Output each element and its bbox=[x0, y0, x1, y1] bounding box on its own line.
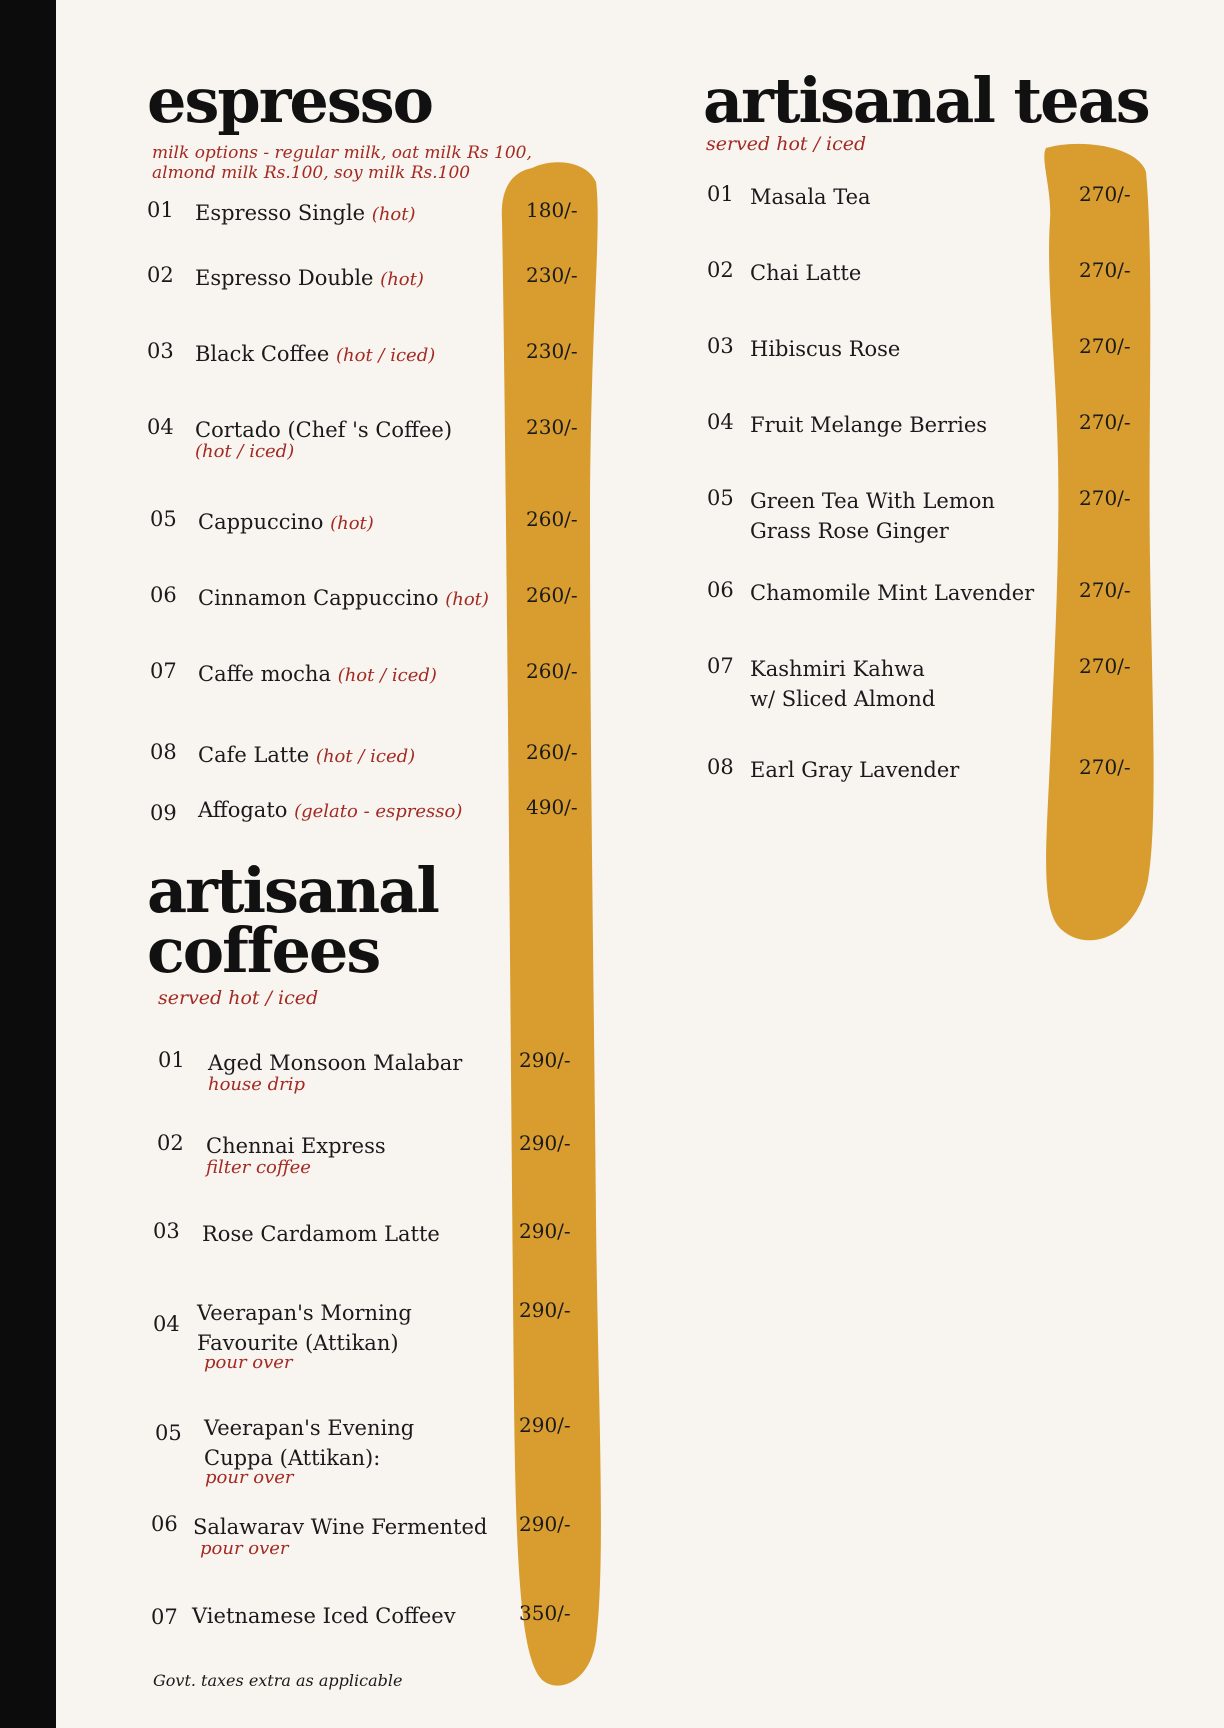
item-price: 260/- bbox=[526, 659, 578, 683]
item-number: 03 bbox=[147, 339, 174, 363]
item-number: 04 bbox=[707, 410, 734, 434]
item-number: 01 bbox=[707, 182, 734, 206]
item-serving-tag: (hot) bbox=[445, 589, 489, 610]
item-serving-tag: (hot / iced) bbox=[315, 746, 416, 767]
item-name bbox=[195, 198, 416, 230]
item-name-line2: Cuppa (Attikan): bbox=[204, 1446, 381, 1470]
item-serving-tag: (hot) bbox=[380, 269, 424, 290]
item-price: 260/- bbox=[526, 583, 578, 607]
item-name bbox=[750, 654, 925, 684]
item-number: 06 bbox=[151, 1512, 178, 1536]
item-number: 06 bbox=[707, 578, 734, 602]
item-name-text: Vietnamese Iced Coffeev bbox=[192, 1604, 456, 1628]
item-number: 02 bbox=[147, 263, 174, 287]
item-number: 06 bbox=[150, 583, 177, 607]
item-price: 260/- bbox=[526, 507, 578, 531]
artisanal-teas-heading: artisanal teas bbox=[703, 64, 1149, 137]
item-name bbox=[750, 486, 995, 516]
item-name-text: Chamomile Mint Lavender bbox=[750, 581, 1035, 605]
item-subtitle: (hot / iced) bbox=[195, 441, 295, 462]
item-price: 290/- bbox=[519, 1219, 571, 1243]
item-name-text: Hibiscus Rose bbox=[750, 337, 901, 361]
item-name-text: Veerapan's Morning bbox=[197, 1301, 412, 1325]
espresso-heading: espresso bbox=[147, 64, 432, 137]
milk-options-note-2: almond milk Rs.100, soy milk Rs.100 bbox=[152, 163, 471, 183]
item-price: 270/- bbox=[1079, 182, 1131, 206]
item-name-text: Chai Latte bbox=[750, 261, 862, 285]
item-serving-tag: (hot) bbox=[330, 513, 374, 534]
item-name bbox=[750, 755, 959, 785]
item-name-text: Salawarav Wine Fermented bbox=[193, 1515, 488, 1539]
tax-footnote: Govt. taxes extra as applicable bbox=[153, 1671, 403, 1690]
item-number: 08 bbox=[150, 740, 177, 764]
item-number: 07 bbox=[151, 1605, 178, 1629]
item-price: 270/- bbox=[1079, 258, 1131, 282]
item-name bbox=[202, 1219, 440, 1249]
item-number: 01 bbox=[158, 1048, 185, 1072]
item-name-text: Green Tea With Lemon bbox=[750, 489, 995, 513]
item-price: 290/- bbox=[519, 1131, 571, 1155]
item-name-text: Fruit Melange Berries bbox=[750, 413, 988, 437]
item-name-text: Black Coffee bbox=[195, 342, 330, 366]
item-name bbox=[198, 507, 374, 539]
item-price: 290/- bbox=[519, 1298, 571, 1322]
item-subtitle: pour over bbox=[200, 1538, 289, 1559]
item-name-line2: Favourite (Attikan) bbox=[197, 1331, 399, 1355]
item-subtitle: pour over bbox=[205, 1467, 294, 1488]
item-number: 07 bbox=[150, 659, 177, 683]
item-number: 05 bbox=[707, 486, 734, 510]
item-serving-tag: (hot) bbox=[371, 204, 416, 225]
item-number: 05 bbox=[150, 507, 177, 531]
item-name-text: Cinnamon Cappuccino bbox=[198, 586, 439, 610]
item-serving-tag: (gelato - espresso) bbox=[294, 801, 463, 822]
item-number: 03 bbox=[153, 1219, 180, 1243]
item-name bbox=[198, 740, 415, 772]
item-price: 180/- bbox=[526, 198, 578, 222]
item-name-text: Espresso Single bbox=[195, 201, 366, 225]
item-name bbox=[195, 263, 424, 295]
item-name-text: Cortado (Chef 's Coffee) bbox=[195, 418, 453, 442]
item-price: 270/- bbox=[1079, 654, 1131, 678]
item-number: 04 bbox=[147, 415, 174, 439]
item-name-text: Caffe mocha bbox=[198, 662, 331, 686]
item-name bbox=[204, 1413, 414, 1443]
item-name bbox=[197, 1298, 412, 1328]
item-price: 270/- bbox=[1079, 486, 1131, 510]
item-price: 270/- bbox=[1079, 334, 1131, 358]
coffees-served-note: served hot / iced bbox=[158, 987, 319, 1009]
item-name-text: Masala Tea bbox=[750, 185, 871, 209]
item-name bbox=[750, 410, 987, 440]
item-number: 04 bbox=[153, 1312, 180, 1336]
item-name-text: Earl Gray Lavender bbox=[750, 758, 960, 782]
item-name-text: Rose Cardamom Latte bbox=[202, 1222, 440, 1246]
item-number: 02 bbox=[707, 258, 734, 282]
item-name-line2: Grass Rose Ginger bbox=[750, 519, 949, 543]
item-price: 260/- bbox=[526, 740, 578, 764]
item-name-text: Aged Monsoon Malabar bbox=[208, 1051, 463, 1075]
item-name bbox=[198, 795, 462, 827]
milk-options-note: milk options - regular milk, oat milk Rs 100, bbox=[152, 143, 532, 163]
teas-served-note: served hot / iced bbox=[706, 133, 867, 155]
item-price: 270/- bbox=[1079, 755, 1131, 779]
item-serving-tag: (hot / iced) bbox=[337, 665, 437, 686]
item-name bbox=[750, 578, 1034, 608]
item-name-text: Kashmiri Kahwa bbox=[750, 657, 925, 681]
item-name bbox=[192, 1601, 456, 1631]
item-name bbox=[195, 339, 435, 371]
item-name bbox=[750, 334, 900, 364]
artisanal-coffees-heading-line2: coffees bbox=[147, 914, 380, 987]
item-number: 09 bbox=[150, 801, 177, 825]
left-price-stripe bbox=[502, 162, 601, 1685]
item-price: 290/- bbox=[519, 1512, 571, 1536]
item-price: 230/- bbox=[526, 339, 578, 363]
item-price: 350/- bbox=[519, 1601, 571, 1625]
item-number: 01 bbox=[147, 198, 174, 222]
item-name-text: Veerapan's Evening bbox=[204, 1416, 415, 1440]
item-name bbox=[198, 659, 437, 691]
item-name bbox=[750, 258, 861, 288]
item-subtitle: filter coffee bbox=[206, 1157, 311, 1178]
item-name-text: Chennai Express bbox=[206, 1134, 386, 1158]
item-subtitle: pour over bbox=[204, 1352, 293, 1373]
item-name bbox=[750, 182, 871, 212]
item-name-text: Affogato bbox=[198, 798, 288, 822]
item-serving-tag: (hot / iced) bbox=[336, 345, 436, 366]
item-number: 05 bbox=[155, 1421, 182, 1445]
item-name-line2: w/ Sliced Almond bbox=[750, 687, 936, 711]
item-number: 08 bbox=[707, 755, 734, 779]
item-price: 230/- bbox=[526, 263, 578, 287]
item-price: 270/- bbox=[1079, 410, 1131, 434]
item-number: 02 bbox=[157, 1131, 184, 1155]
item-price: 290/- bbox=[519, 1048, 571, 1072]
item-price: 270/- bbox=[1079, 578, 1131, 602]
item-subtitle: house drip bbox=[208, 1074, 306, 1095]
item-name-text: Cappuccino bbox=[198, 510, 324, 534]
item-price: 290/- bbox=[519, 1413, 571, 1437]
item-name bbox=[198, 583, 489, 615]
item-price: 490/- bbox=[526, 795, 578, 819]
item-price: 230/- bbox=[526, 415, 578, 439]
item-name-text: Cafe Latte bbox=[198, 743, 310, 767]
artisanal-coffees-heading-line1: artisanal bbox=[147, 854, 438, 927]
item-number: 03 bbox=[707, 334, 734, 358]
item-number: 07 bbox=[707, 654, 734, 678]
item-name-text: Espresso Double bbox=[195, 266, 374, 290]
